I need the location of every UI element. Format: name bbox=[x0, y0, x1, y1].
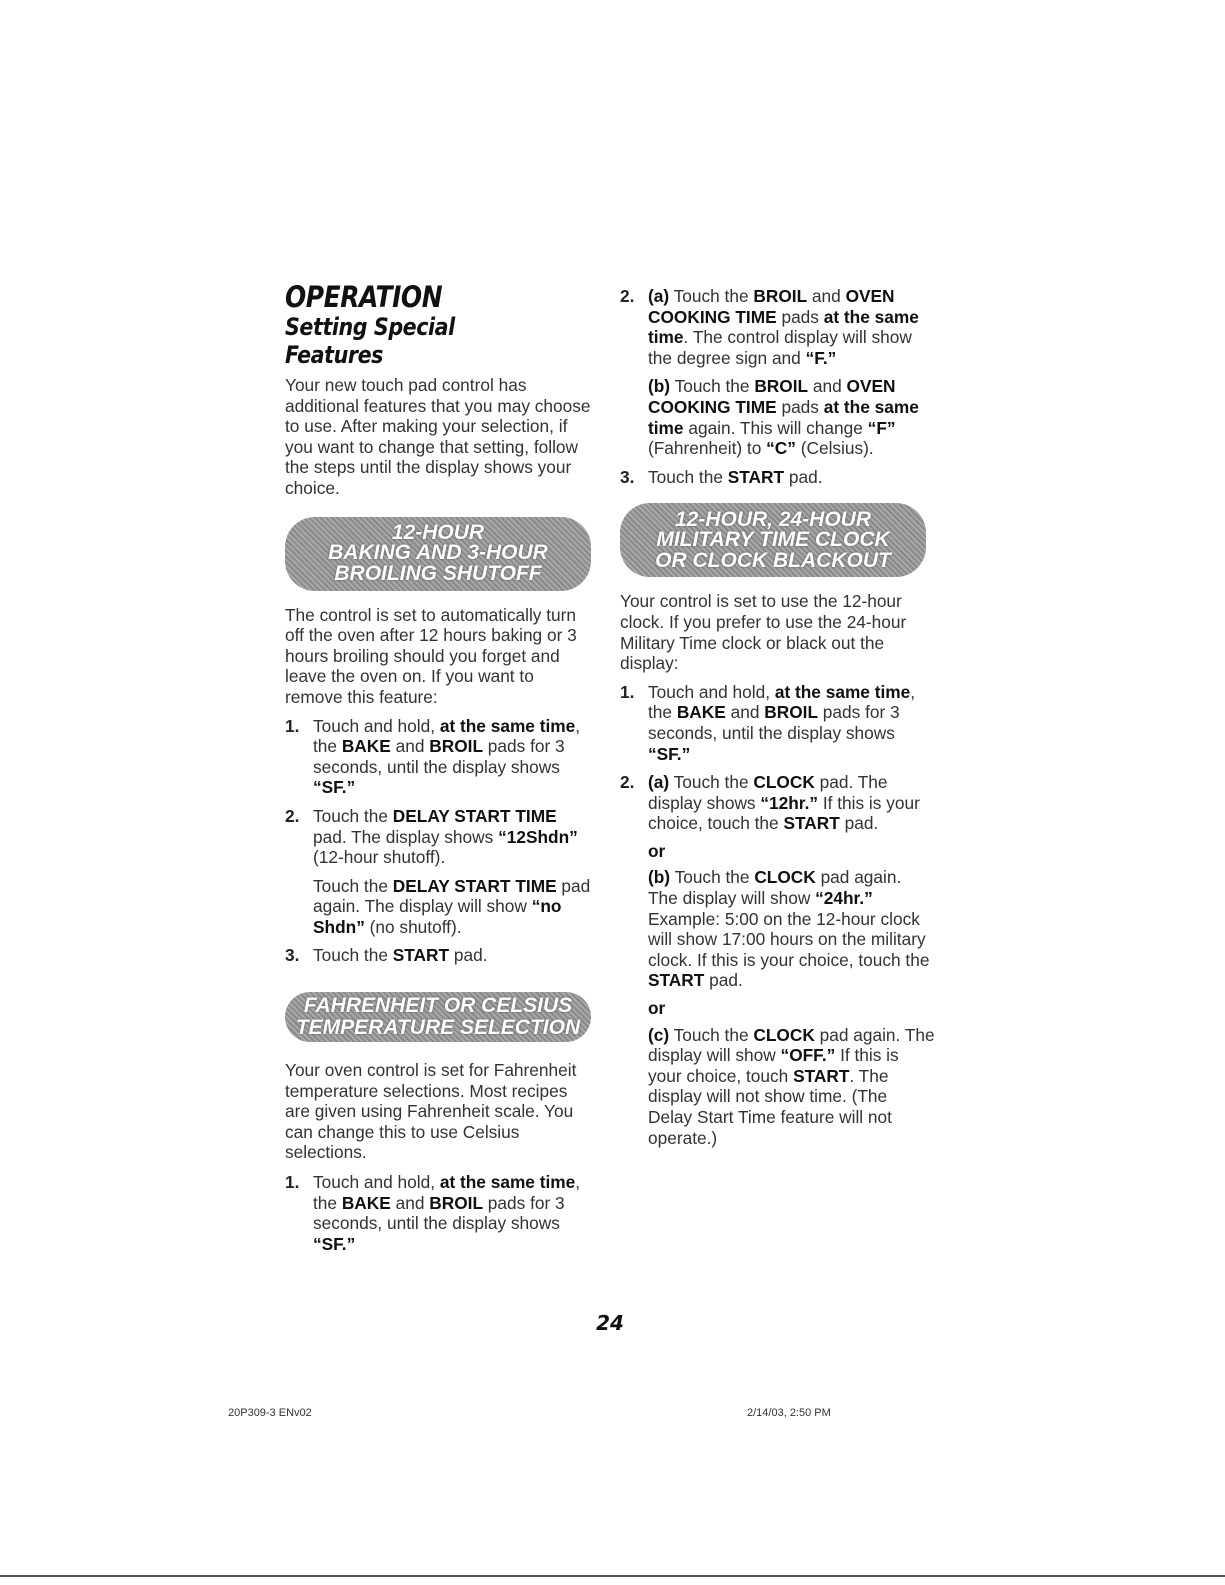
section-title: Setting Special Features bbox=[285, 313, 455, 369]
list-item-subparagraph: (b) Touch the CLOCK pad again. The display will show “24hr.” Example: 5:00 on the 12-hour clock will show 17:00 hours on the military clock. If this is your choice, touch the START pad. bbox=[648, 867, 930, 991]
footer-timestamp: 2/14/03, 2:50 PM bbox=[747, 1407, 831, 1419]
right-column bbox=[620, 286, 935, 1148]
list-item: 2. (a) Touch the BROIL and OVEN COOKING TIME pads at the same time. The control display will show the degree sign and “F.” (b) Touch the BROIL and OVEN COOKING TIME pads at the same time again. This will change “F” (Fahrenheit) to “C” (Celsius). bbox=[620, 286, 935, 459]
list-item: 3. Touch the START pad. bbox=[285, 945, 488, 966]
footer-file-id: 20P309-3 ENv02 bbox=[228, 1407, 312, 1419]
list-item: 2. Touch the DELAY START TIME pad. The display shows “12Shdn” (12-hour shutoff). Touch the DELAY START TIME pad again. The display will show “no Shdn” (no shutoff). bbox=[285, 806, 595, 938]
list-item: 1. Touch and hold, at the same time, the BAKE and BROIL pads for 3 seconds, until the display shows “SF.” bbox=[285, 1172, 581, 1254]
or-separator: or bbox=[648, 840, 666, 861]
clock-paragraph: Your control is set to use the 12-hour clock. If you prefer to use the 24-hour Military Time clock or black out the display: bbox=[620, 591, 907, 674]
page-number: 24 bbox=[596, 1311, 624, 1335]
banner-line: BROILING SHUTOFF bbox=[334, 561, 542, 585]
banner-line: FAHRENHEIT OR CELSIUS bbox=[303, 994, 573, 1018]
list-item: 2. (a) Touch the CLOCK pad. The display shows “12hr.” If this is your choice, touch the START pad. or (b) Touch the CLOCK pad again. The display will show “24hr.” Example: 5:00 on the 12-hour clock will show 17:00 hours on the military clock. If this is your choice, touch the START pad. or (c) Touch the CLOCK pad again. The display will show “OFF.” If this is your choice, touch START. The display will not show time. (The Delay Start Time feature will not operate.) bbox=[620, 772, 935, 1148]
clock-banner bbox=[620, 503, 926, 577]
intro-paragraph: Your new touch pad control has additional features that you may choose to use. After making your selection, if you want to change that setting, follow the steps until the display shows your choice. bbox=[285, 375, 591, 498]
banner-line: OR CLOCK BLACKOUT bbox=[655, 548, 891, 572]
fahrenheit-steps-continued bbox=[620, 286, 935, 487]
list-item-subparagraph: Touch the DELAY START TIME pad again. The display will show “no Shdn” (no shutoff). bbox=[313, 875, 591, 937]
list-item: 1. Touch and hold, at the same time, the BAKE and BROIL pads for 3 seconds, until the display shows “SF.” bbox=[285, 715, 581, 798]
shutoff-paragraph: The control is set to automatically turn off the oven after 12 hours baking or 3 hours broiling should you forget and leave the oven on. If you want to remove this feature: bbox=[285, 604, 577, 707]
fahrenheit-banner bbox=[285, 992, 591, 1042]
list-item: 3. Touch the START pad. bbox=[620, 466, 823, 487]
bottom-rule bbox=[0, 1575, 1225, 1577]
fahrenheit-paragraph: Your oven control is set for Fahrenheit temperature selections. Most recipes are given using Fahrenheit scale. You can change this to use Celsius selections. bbox=[285, 1060, 577, 1163]
page-title: OPERATION bbox=[285, 280, 443, 314]
banner-line: 12-HOUR, 24-HOUR bbox=[674, 507, 872, 531]
shutoff-banner bbox=[285, 517, 591, 591]
banner-line: 12-HOUR bbox=[391, 520, 485, 544]
list-item: 1. Touch and hold, at the same time, the BAKE and BROIL pads for 3 seconds, until the display shows “SF.” bbox=[620, 681, 916, 764]
left-column bbox=[285, 282, 595, 1254]
shutoff-steps bbox=[285, 716, 595, 967]
banner-line: BAKING AND 3-HOUR bbox=[328, 541, 548, 565]
banner-line: TEMPERATURE SELECTION bbox=[295, 1016, 581, 1040]
or-separator: or bbox=[648, 998, 666, 1019]
list-item-subparagraph: (b) Touch the BROIL and OVEN COOKING TIME pads at the same time again. This will change “F” (Fahrenheit) to “C” (Celsius). bbox=[648, 376, 919, 459]
banner-line: MILITARY TIME CLOCK bbox=[656, 528, 890, 552]
list-item-subparagraph: (c) Touch the CLOCK pad again. The display will show “OFF.” If this is your choice, touch START. The display will not show time. (The Delay Start Time feature will not operate.) bbox=[648, 1024, 935, 1148]
fahrenheit-steps bbox=[285, 1172, 595, 1254]
clock-steps bbox=[620, 682, 935, 1148]
